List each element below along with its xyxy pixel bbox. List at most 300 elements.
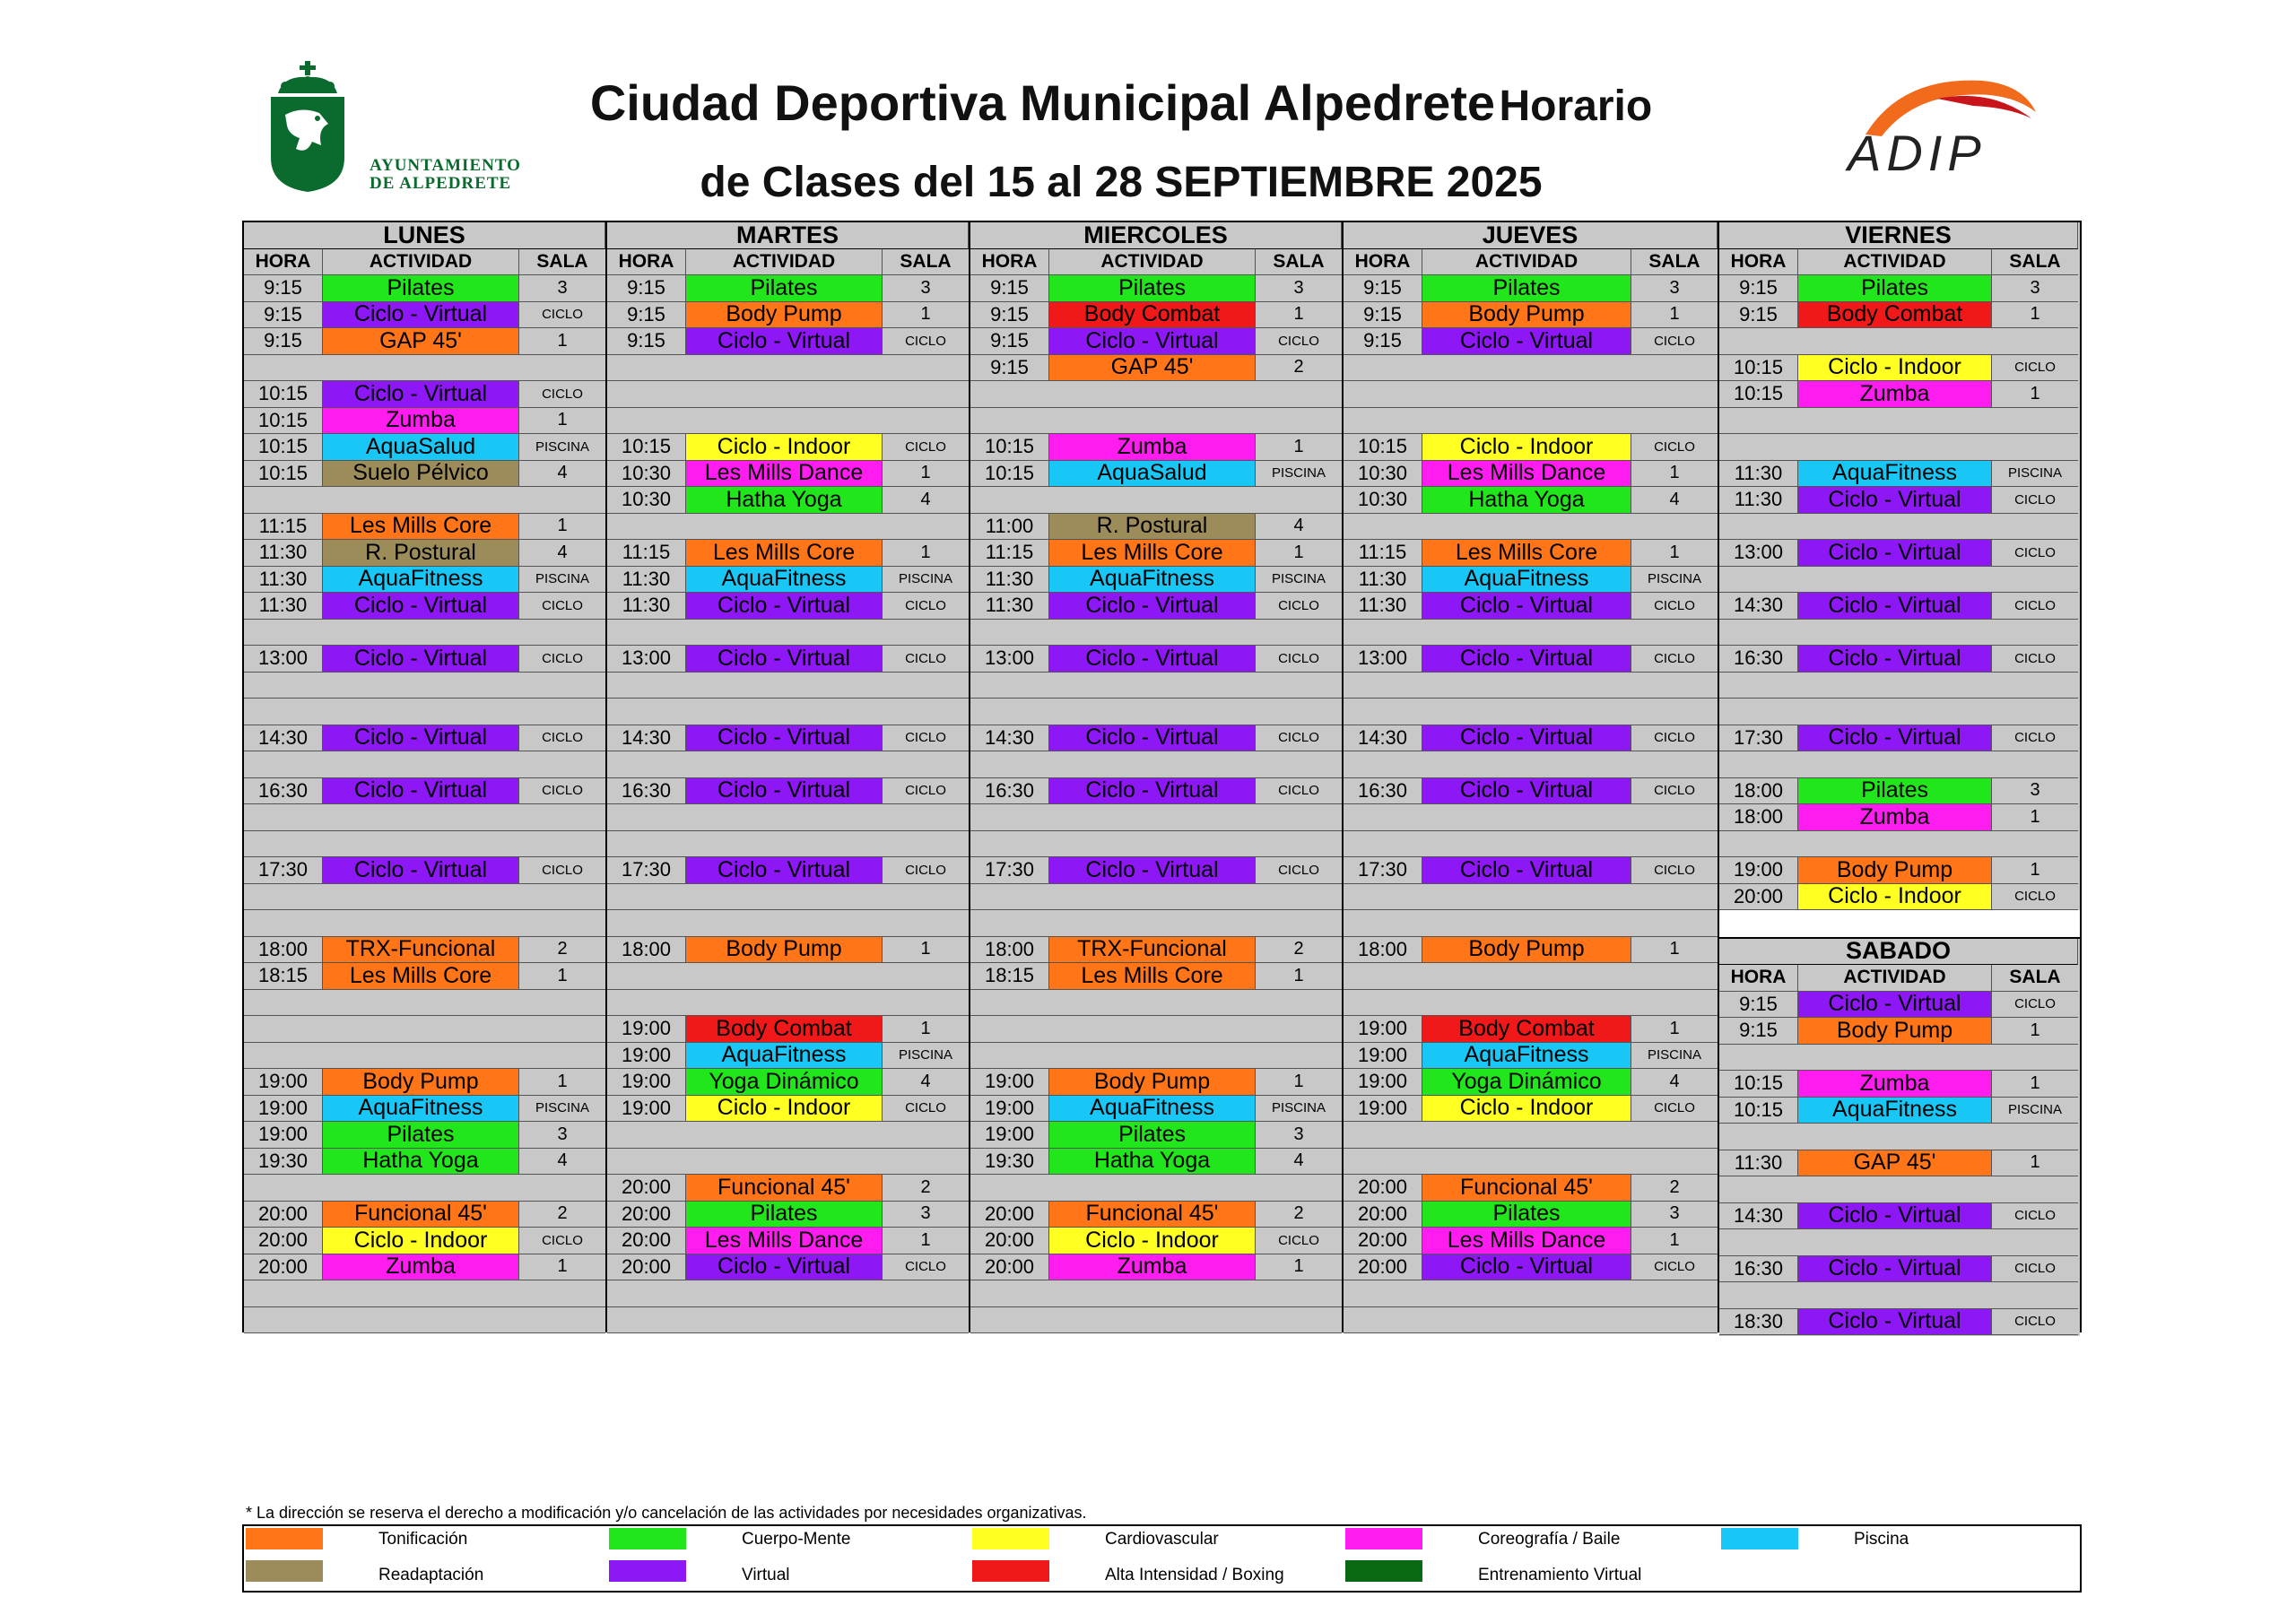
class-room: CICLO [1631,593,1718,620]
class-activity: Pilates [1422,275,1631,302]
class-room: CICLO [883,1254,969,1281]
page-header [0,0,2296,215]
class-time: 17:30 [607,857,686,884]
class-time: 10:15 [244,381,323,408]
class-activity: R. Postural [323,540,519,567]
class-time: 18:00 [607,937,686,964]
class-activity: Ciclo - Virtual [1798,540,1992,567]
class-room: PISCINA [1992,461,2078,488]
class-room: 1 [1631,461,1718,488]
class-time: 19:00 [244,1122,323,1149]
class-time: 9:15 [1719,302,1798,329]
class-activity: Body Pump [323,1069,519,1096]
empty-row [970,1175,1342,1202]
class-activity: Pilates [1422,1202,1631,1228]
empty-row [1719,1124,2078,1150]
column-header-hora: HORA [607,249,686,276]
legend-swatch-green [609,1528,686,1549]
class-activity: Suelo Pélvico [323,461,519,488]
class-time: 11:30 [1344,593,1422,620]
class-room: CICLO [519,778,605,805]
class-activity: Ciclo - Virtual [1422,328,1631,355]
empty-row [1719,673,2078,699]
empty-row [1719,1229,2078,1256]
column-header-sala: SALA [1992,965,2078,992]
class-time: 9:15 [244,275,323,302]
class-room: CICLO [1631,434,1718,461]
class-activity: Les Mills Core [1049,963,1256,990]
class-room: 1 [1256,1069,1342,1096]
class-time: 11:15 [607,540,686,567]
class-room: 3 [1631,1202,1718,1228]
empty-row [970,1043,1342,1070]
class-activity: Body Pump [1422,937,1631,964]
class-time: 11:30 [970,567,1049,594]
page-title [538,70,1704,216]
legend-swatch-khaki [246,1560,323,1582]
class-room: 4 [1256,1149,1342,1176]
class-activity: Ciclo - Virtual [1798,646,1992,673]
empty-row [607,963,969,990]
ayuntamiento-logo [265,59,552,194]
class-activity: Ciclo - Virtual [323,381,519,408]
class-room: CICLO [1256,725,1342,752]
title-line-1b: Horario [1499,82,1653,130]
class-activity: Hatha Yoga [1422,487,1631,514]
class-time: 16:30 [244,778,323,805]
class-activity: Yoga Dinámico [686,1069,883,1096]
class-activity: Ciclo - Virtual [323,778,519,805]
class-time: 18:15 [970,963,1049,990]
class-room: CICLO [1631,646,1718,673]
class-time: 19:00 [244,1069,323,1096]
legend-label: Cuerpo-Mente [742,1530,851,1549]
empty-row [970,1016,1342,1043]
empty-row [1719,620,2078,647]
class-time: 11:30 [607,593,686,620]
class-time: 19:00 [244,1096,323,1123]
class-activity: Les Mills Core [1049,540,1256,567]
class-activity: Ciclo - Virtual [323,302,519,329]
empty-row [1344,381,1718,408]
empty-row [244,355,605,382]
class-room: 2 [1256,937,1342,964]
day-column-viernes [1719,222,2080,1334]
column-header-hora: HORA [1719,249,1798,276]
class-activity: Zumba [323,408,519,435]
class-activity: TRX-Funcional [323,937,519,964]
class-time: 20:00 [244,1202,323,1228]
class-activity: Ciclo - Virtual [686,725,883,752]
class-time: 19:00 [970,1069,1049,1096]
empty-row [1344,355,1718,382]
class-room: CICLO [1631,328,1718,355]
class-room: CICLO [883,857,969,884]
class-room: 4 [883,487,969,514]
class-room: 1 [519,1254,605,1281]
class-time: 13:00 [1719,540,1798,567]
class-time: 11:30 [970,593,1049,620]
day-header: VIERNES [1719,222,2078,249]
class-time: 19:00 [1344,1043,1422,1070]
class-time: 11:30 [607,567,686,594]
day-header: MIERCOLES [970,222,1342,249]
class-time: 20:00 [607,1228,686,1254]
class-time: 19:00 [607,1043,686,1070]
class-room: 1 [1992,381,2078,408]
empty-row [244,487,605,514]
empty-row [244,990,605,1017]
class-time: 19:00 [1344,1016,1422,1043]
class-room: PISCINA [883,567,969,594]
day-column-martes [607,222,970,1331]
empty-row [244,831,605,858]
class-time: 16:30 [970,778,1049,805]
class-activity: Funcional 45' [323,1202,519,1228]
class-time: 9:15 [1719,275,1798,302]
class-activity: Ciclo - Virtual [686,1254,883,1281]
day-header: JUEVES [1344,222,1718,249]
class-time: 9:15 [244,302,323,329]
empty-row [1719,567,2078,594]
class-time: 11:15 [244,514,323,541]
class-time: 14:30 [244,725,323,752]
empty-row [607,831,969,858]
class-activity: Les Mills Dance [1422,1228,1631,1254]
class-room: 2 [1631,1175,1718,1202]
empty-row [970,831,1342,858]
day-column-sabado [1719,937,2080,1337]
class-room: 1 [519,963,605,990]
class-time: 16:30 [1719,646,1798,673]
class-activity: GAP 45' [1798,1150,1992,1177]
class-room: 1 [883,302,969,329]
class-activity: AquaFitness [686,1043,883,1070]
legend-label: Cardiovascular [1105,1530,1219,1549]
empty-row [970,751,1342,778]
class-time: 17:30 [1719,725,1798,752]
class-activity: Funcional 45' [1422,1175,1631,1202]
class-room: CICLO [519,381,605,408]
class-room: 4 [883,1069,969,1096]
class-activity: Ciclo - Virtual [686,778,883,805]
class-activity: Ciclo - Virtual [686,646,883,673]
class-time: 14:30 [1344,725,1422,752]
empty-row [244,910,605,937]
class-room: 1 [1631,1228,1718,1254]
class-activity: Ciclo - Virtual [1049,328,1256,355]
empty-row [1719,328,2078,355]
class-room: CICLO [883,725,969,752]
class-activity: Zumba [1798,381,1992,408]
empty-row [244,804,605,831]
class-room: 4 [1256,514,1342,541]
class-room: 1 [1631,302,1718,329]
class-time: 10:15 [244,408,323,435]
empty-row [244,699,605,725]
class-room: CICLO [1992,725,2078,752]
column-header-actividad: ACTIVIDAD [1422,249,1631,276]
class-activity: Ciclo - Virtual [1049,778,1256,805]
class-room: 1 [1256,1254,1342,1281]
column-header-sala: SALA [519,249,605,276]
class-time: 11:15 [1344,540,1422,567]
class-activity: Ciclo - Virtual [323,646,519,673]
class-activity: R. Postural [1049,514,1256,541]
class-room: 3 [1256,275,1342,302]
class-room: CICLO [519,725,605,752]
class-room: 4 [519,540,605,567]
class-activity: Ciclo - Indoor [686,1096,883,1123]
empty-row [1719,831,2078,858]
class-activity: Ciclo - Indoor [1798,884,1992,911]
empty-row [607,910,969,937]
class-activity: Hatha Yoga [1049,1149,1256,1176]
title-line-1: Ciudad Deportiva Municipal Alpedrete [589,74,1496,131]
class-activity: Ciclo - Virtual [1049,646,1256,673]
empty-row [607,699,969,725]
column-header-hora: HORA [1719,965,1798,992]
class-activity: Body Pump [686,937,883,964]
class-time: 18:15 [244,963,323,990]
class-room: CICLO [1992,884,2078,911]
class-activity: AquaFitness [323,1096,519,1123]
class-activity: Ciclo - Virtual [1798,725,1992,752]
legend-swatch-purple [609,1560,686,1582]
class-activity: Ciclo - Indoor [686,434,883,461]
empty-row [607,884,969,911]
class-activity: Pilates [1798,778,1992,805]
class-room: CICLO [519,302,605,329]
class-room: 2 [519,1202,605,1228]
class-room: CICLO [883,593,969,620]
empty-row [970,381,1342,408]
class-room: 2 [1256,1202,1342,1228]
day-header: SABADO [1719,939,2078,966]
class-activity: Zumba [323,1254,519,1281]
empty-row [1344,699,1718,725]
class-time: 19:00 [607,1016,686,1043]
class-room: CICLO [1256,646,1342,673]
legend-label: Alta Intensidad / Boxing [1105,1566,1284,1584]
empty-row [607,1149,969,1176]
class-activity: Pilates [1049,1122,1256,1149]
class-room: 1 [1256,434,1342,461]
empty-row [607,990,969,1017]
class-time: 18:00 [1719,804,1798,831]
class-activity: Body Pump [1049,1069,1256,1096]
empty-row [607,620,969,647]
class-activity: GAP 45' [1049,355,1256,382]
class-room: CICLO [1992,540,2078,567]
class-room: 3 [1631,275,1718,302]
column-header-actividad: ACTIVIDAD [1049,249,1256,276]
class-activity: Ciclo - Virtual [1422,778,1631,805]
class-room: PISCINA [519,567,605,594]
class-room: CICLO [883,1096,969,1123]
class-room: CICLO [1256,593,1342,620]
column-header-actividad: ACTIVIDAD [1798,249,1992,276]
class-activity: Yoga Dinámico [1422,1069,1631,1096]
legend-label: Piscina [1854,1530,1909,1549]
empty-row [1344,884,1718,911]
empty-row [1719,514,2078,541]
class-activity: AquaFitness [323,567,519,594]
day-column-lunes [244,222,607,1331]
legend-label: Coreografía / Baile [1478,1530,1621,1549]
class-room: CICLO [1992,355,2078,382]
empty-row [970,804,1342,831]
class-activity: AquaSalud [1049,461,1256,488]
empty-row [1719,1282,2078,1309]
empty-row [1344,673,1718,699]
class-activity: AquaFitness [1049,1096,1256,1123]
class-room: 2 [519,937,605,964]
class-time: 10:15 [970,434,1049,461]
class-room: PISCINA [519,1096,605,1123]
class-room: CICLO [519,646,605,673]
class-room: CICLO [1256,1228,1342,1254]
class-activity: Ciclo - Virtual [686,857,883,884]
class-room: CICLO [519,857,605,884]
class-time: 20:00 [607,1175,686,1202]
empty-row [1344,963,1718,990]
class-activity: Body Combat [686,1016,883,1043]
class-activity: Ciclo - Virtual [686,328,883,355]
class-activity: Ciclo - Virtual [1049,725,1256,752]
class-time: 10:15 [1719,1098,1798,1124]
class-room: CICLO [1992,487,2078,514]
class-time: 20:00 [970,1254,1049,1281]
empty-row [1344,831,1718,858]
class-time: 20:00 [1344,1254,1422,1281]
column-header-sala: SALA [1631,249,1718,276]
class-room: CICLO [883,646,969,673]
class-time: 10:30 [607,487,686,514]
title-line-2: de Clases del 15 al 28 SEPTIEMBRE 2025 [700,159,1543,206]
class-room: CICLO [1992,593,2078,620]
empty-row [1344,804,1718,831]
class-room: 3 [1256,1122,1342,1149]
class-activity: Zumba [1049,1254,1256,1281]
class-room: CICLO [1631,778,1718,805]
class-room: CICLO [519,1228,605,1254]
legend-label: Readaptación [378,1566,484,1584]
class-time: 18:00 [1344,937,1422,964]
class-room: CICLO [1992,646,2078,673]
class-room: CICLO [883,434,969,461]
empty-row [1719,1176,2078,1203]
class-room: 1 [883,1016,969,1043]
class-activity: Ciclo - Virtual [1798,1203,1992,1230]
class-room: 1 [1256,963,1342,990]
empty-row [1719,434,2078,461]
class-activity: Ciclo - Virtual [1422,1254,1631,1281]
class-activity: Pilates [323,1122,519,1149]
class-time: 19:00 [607,1069,686,1096]
class-activity: Les Mills Dance [686,461,883,488]
empty-row [244,673,605,699]
empty-row [1719,1045,2078,1072]
class-time: 11:30 [244,593,323,620]
class-room: 1 [1631,1016,1718,1043]
class-time: 11:30 [1719,461,1798,488]
class-activity: Ciclo - Virtual [1798,992,1992,1019]
class-activity: Ciclo - Virtual [323,725,519,752]
class-activity: Body Pump [1798,857,1992,884]
class-activity: Zumba [1798,804,1992,831]
class-time: 16:30 [1344,778,1422,805]
legend-label: Tonificación [378,1530,468,1549]
class-room: CICLO [1631,1254,1718,1281]
empty-row [607,751,969,778]
class-room: 1 [883,461,969,488]
day-header: LUNES [244,222,605,249]
empty-row [1344,1280,1718,1307]
class-activity: Hatha Yoga [686,487,883,514]
class-time: 16:30 [607,778,686,805]
class-room: 1 [883,540,969,567]
legend-label: Virtual [742,1566,790,1584]
class-time: 19:00 [607,1096,686,1123]
day-column-miercoles [970,222,1344,1331]
class-room: 1 [1256,540,1342,567]
empty-row [1344,751,1718,778]
class-activity: AquaFitness [1798,461,1992,488]
class-activity: Pilates [686,1202,883,1228]
class-activity: AquaFitness [1049,567,1256,594]
empty-row [970,910,1342,937]
empty-row [970,408,1342,435]
class-activity: Ciclo - Virtual [1049,593,1256,620]
class-room: 1 [1992,302,2078,329]
class-time: 9:15 [1344,302,1422,329]
class-room: 3 [519,275,605,302]
class-time: 10:15 [1719,355,1798,382]
class-activity: Les Mills Dance [686,1228,883,1254]
class-time: 11:00 [970,514,1049,541]
class-room: 1 [519,514,605,541]
class-activity: TRX-Funcional [1049,937,1256,964]
column-header-actividad: ACTIVIDAD [323,249,519,276]
empty-row [970,673,1342,699]
empty-row [244,1043,605,1070]
empty-row [607,381,969,408]
column-header-hora: HORA [970,249,1049,276]
class-time: 11:30 [244,540,323,567]
class-activity: Body Combat [1049,302,1256,329]
empty-row [244,884,605,911]
empty-row [244,1280,605,1307]
class-time: 20:00 [970,1228,1049,1254]
class-activity: Pilates [1049,275,1256,302]
empty-row [970,1307,1342,1334]
class-time: 10:30 [607,461,686,488]
class-room: PISCINA [1992,1098,2078,1124]
class-time: 10:15 [244,434,323,461]
class-time: 14:30 [970,725,1049,752]
class-time: 18:00 [1719,778,1798,805]
empty-row [607,514,969,541]
empty-row [244,620,605,647]
footer-note: * La dirección se reserva el derecho a modificación y/o cancelación de las actividades por necesidades organizativas. [246,1504,1087,1522]
empty-row [607,804,969,831]
class-time: 9:15 [970,355,1049,382]
class-activity: Ciclo - Virtual [1422,857,1631,884]
class-room: 1 [1992,804,2078,831]
class-activity: Body Pump [1798,1018,1992,1045]
empty-row [607,1280,969,1307]
